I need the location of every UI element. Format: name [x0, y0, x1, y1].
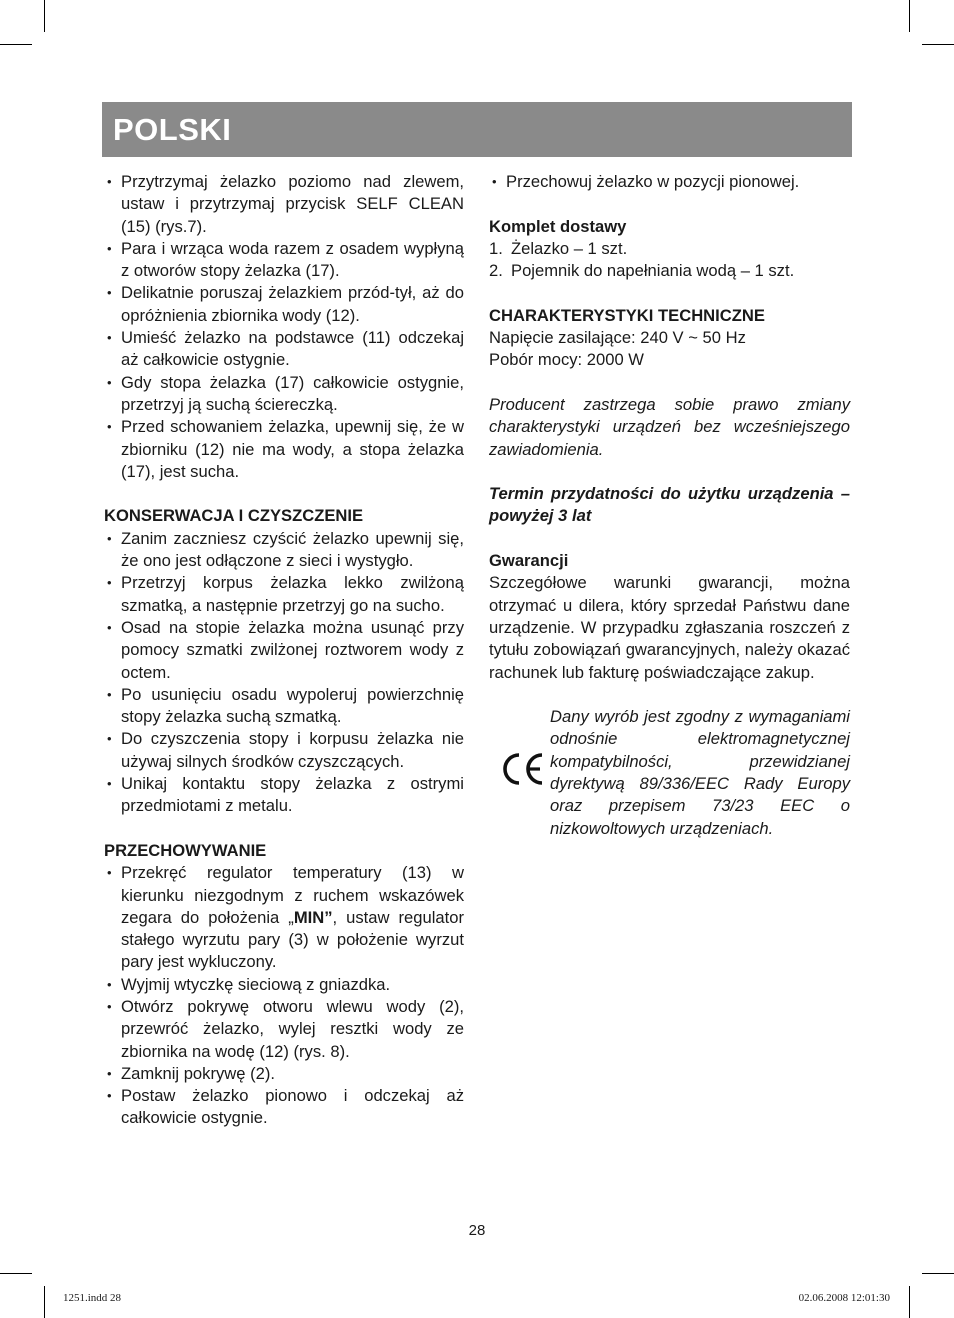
list-item: • Przetrzyj korpus żelazka lekko zwilżoną szmatką, a następnie przetrzyj go na sucho.	[104, 572, 464, 617]
list-item: • Zanim zaczniesz czyścić żelazko upewnij się, że ono jest odłączone z sieci i wystygło.	[104, 528, 464, 573]
list-item: • Do czyszczenia stopy i korpusu żelazka nie używaj silnych środków czyszczących.	[104, 728, 464, 773]
item-text: Pojemnik do napełniania wodą – 1 szt.	[511, 261, 795, 281]
ce-conformity-text: Dany wyrób jest zgodny z wymaganiami odnośnie elektromagnetycznej kompatybilności, przewidzianej dyrektywą 89/336/EEC Rady Europy oraz przepisem 73/23 EEC o nizkowoltowych urządzeniach.	[550, 707, 850, 838]
crop-mark	[909, 1286, 910, 1318]
item-text: Żelazko – 1 szt.	[511, 238, 628, 258]
page-title: POLSKI	[113, 111, 232, 147]
warranty-text: Szczegółowe warunki gwarancji, można otrzymać u dilera, który sprzedał Państwu dane urządzenie. W przypadku zgłaszania roszczeń z tytułu zobowiązań gwarancyjnych, należy okazać rachunek lub fakturę poświadczające zakup.	[489, 573, 850, 682]
print-file-info: 1251.indd 28	[63, 1292, 122, 1304]
storage-heading: PRZECHOWYWANIE	[104, 840, 267, 860]
list-item: • Para i wrząca woda razem z osadem wypłyną z otworów stopy żelazka (17).	[104, 238, 464, 283]
crop-mark	[909, 0, 910, 32]
item-number: 1.	[489, 238, 503, 258]
list-item: • Gdy stopa żelazka (17) całkowicie ostygnie, przetrzyj ją suchą ściereczką.	[104, 372, 464, 417]
maintenance-heading: KONSERWACJA I CZYSZCZENIE	[104, 506, 364, 526]
list-item: • Unikaj kontaktu stopy żelazka z ostrymi przedmiotami z metalu.	[104, 773, 464, 818]
list-item: • Osad na stopie żelazka można usunąć przy pomocy szmatki zwilżonej roztworem wody z octem.	[104, 617, 464, 684]
list-item: • Otwórz pokrywę otworu wlewu wody (2), przewróć żelazko, wylej resztki wody ze zbiornika na wodę (12) (rys. 8).	[104, 996, 464, 1063]
list-item	[489, 260, 850, 282]
left-column	[104, 171, 464, 1130]
specs-heading: CHARAKTERYSTYKI TECHNICZNE	[489, 305, 765, 325]
page-number: 28	[468, 1222, 486, 1239]
spec-voltage: Napięcie zasilające: 240 V ~ 50 Hz	[489, 328, 746, 348]
crop-mark	[0, 44, 32, 45]
list-item: • Umieść żelazko na podstawce (11) odczekaj aż całkowicie ostygnie.	[104, 327, 464, 372]
print-timestamp: 02.06.2008 12:01:30	[798, 1292, 890, 1304]
storage-text: Przekręć regulator temperatury (13) w kierunku niezgodnym z ruchem wskazówek zegara do położenia „	[121, 863, 464, 927]
list-item: • Przechowuj żelazko w pozycji pionowej.	[489, 171, 850, 193]
item-number: 2.	[489, 261, 503, 281]
disclaimer-text: Producent zastrzega sobie prawo zmiany charakterystyki urządzeń bez wcześniejszego zawiadomienia.	[489, 394, 850, 459]
list-item: • Zamknij pokrywę (2).	[104, 1063, 464, 1085]
language-header-bar	[102, 102, 852, 157]
crop-mark	[922, 44, 954, 45]
lifetime-text: Termin przydatności do użytku urządzenia – powyżej 3 lat	[489, 484, 850, 526]
list-item: • Postaw żelazko pionowo i odczekaj aż całkowicie ostygnie.	[104, 1085, 464, 1130]
list-item	[104, 862, 464, 973]
delivery-heading: Komplet dostawy	[489, 216, 627, 236]
right-column	[489, 171, 850, 846]
list-item: • Wyjmij wtyczkę sieciową z gniazdka.	[104, 974, 464, 996]
ce-conformity-block	[489, 706, 850, 846]
warranty-heading: Gwarancji	[489, 551, 569, 571]
list-item: • Przytrzymaj żelazko poziomo nad zlewem, ustaw i przytrzymaj przycisk SELF CLEAN (15) (rys.7).	[104, 171, 464, 238]
list-item: • Delikatnie poruszaj żelazkiem przód-tył, aż do opróżnienia zbiornika wody (12).	[104, 282, 464, 327]
crop-mark	[0, 1273, 32, 1274]
list-item	[489, 238, 850, 260]
crop-mark	[44, 1286, 45, 1318]
storage-text: , ustaw regulator stałego wyrzutu pary (3) w położenie wyrzut pary jest wykluczony.	[121, 907, 465, 972]
crop-mark	[44, 0, 45, 32]
min-setting-label: MIN”	[293, 907, 333, 927]
cleaning-steps-list	[104, 171, 464, 483]
list-item: • Po usunięciu osadu wypoleruj powierzchnię stopy żelazka suchą szmatką.	[104, 684, 464, 729]
list-item: • Przed schowaniem żelazka, upewnij się, że w zbiorniku (12) nie ma wody, a stopa żelazka (17), jest sucha.	[104, 416, 464, 483]
storage-list	[104, 862, 464, 1130]
storage-continued-list	[489, 171, 850, 193]
ce-mark-icon	[499, 750, 545, 788]
crop-mark	[922, 1273, 954, 1274]
spec-power: Pobór mocy: 2000 W	[489, 350, 644, 370]
delivery-list	[489, 238, 850, 283]
maintenance-list	[104, 528, 464, 818]
